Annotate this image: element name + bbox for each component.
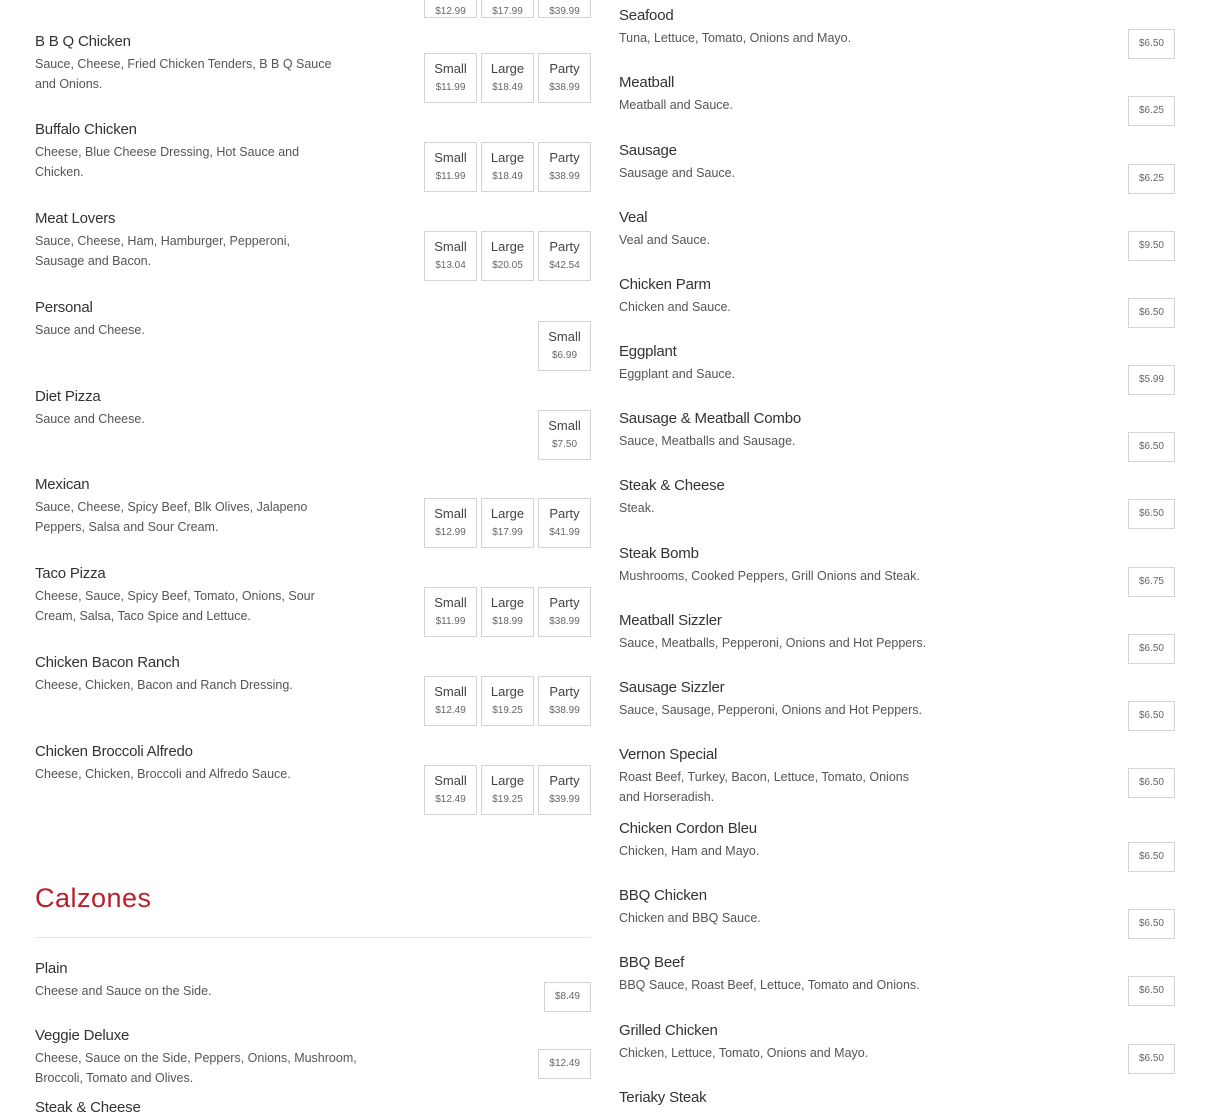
price-options	[424, 231, 591, 281]
size-label: Party	[549, 506, 580, 521]
price-button[interactable]: $6.50	[1128, 842, 1175, 872]
item-name: Meatball	[619, 74, 675, 91]
item-description: Sauce, Meatballs, Pepperoni, Onions and Hot Peppers.	[619, 636, 927, 650]
price-button[interactable]: $6.25	[1128, 164, 1175, 194]
price-button[interactable]: $6.50	[1128, 432, 1175, 462]
size-label: Small	[434, 595, 467, 610]
menu-item	[35, 742, 591, 805]
price-value: $38.99	[549, 705, 580, 716]
item-name: Buffalo Chicken	[35, 121, 137, 138]
price-value: $12.49	[435, 794, 466, 805]
section-divider	[35, 937, 591, 938]
menu-item	[619, 208, 1175, 250]
price-button[interactable]: $6.25	[1128, 96, 1175, 126]
item-name: Taco Pizza	[35, 565, 106, 582]
size-label: Small	[434, 506, 467, 521]
price-options	[424, 498, 591, 548]
item-description: Chicken and Sauce.	[619, 300, 731, 314]
price-option-small[interactable]	[424, 53, 477, 103]
menu-item	[619, 678, 1175, 720]
price-value: $39.99	[549, 6, 580, 17]
price-option[interactable]	[538, 0, 591, 18]
section-title-calzones: Calzones	[35, 883, 152, 913]
item-name: Personal	[35, 299, 93, 316]
size-label: Small	[434, 61, 467, 76]
price-options	[544, 982, 591, 1012]
menu-item	[35, 298, 591, 361]
price-value: $12.99	[435, 527, 466, 538]
size-label: Large	[490, 595, 525, 610]
price-options	[424, 765, 591, 815]
menu-item	[35, 1098, 591, 1118]
price-options	[424, 676, 591, 726]
price-button[interactable]: $6.50	[1128, 976, 1175, 1006]
price-option-party[interactable]	[538, 587, 591, 637]
price-value: $19.25	[492, 705, 523, 716]
size-label: Large	[490, 61, 525, 76]
price-option-party[interactable]	[538, 676, 591, 726]
price-option-large[interactable]	[481, 142, 534, 192]
menu-item	[35, 120, 591, 182]
price-button[interactable]: $5.99	[1128, 365, 1175, 395]
menu-item	[619, 1088, 1175, 1108]
item-name: Eggplant	[619, 343, 677, 360]
item-description: Sauce and Cheese.	[35, 412, 145, 426]
price-options	[424, 53, 591, 103]
price-button[interactable]: $6.50	[1128, 298, 1175, 328]
item-description: Mushrooms, Cooked Peppers, Grill Onions and Steak.	[619, 569, 920, 583]
price-value: $13.04	[435, 260, 466, 271]
item-name: Seafood	[619, 7, 674, 24]
price-value: $38.99	[549, 616, 580, 627]
size-label: Large	[490, 684, 525, 699]
item-name: Steak Bomb	[619, 545, 699, 562]
price-option-large[interactable]	[481, 587, 534, 637]
menu-item	[619, 409, 1175, 451]
price-value: $18.49	[492, 82, 523, 93]
menu-item	[35, 475, 591, 537]
price-button[interactable]: $6.50	[1128, 909, 1175, 939]
price-option-party[interactable]	[538, 765, 591, 815]
size-label: Small	[434, 773, 467, 788]
price-options	[538, 410, 591, 460]
price-options	[424, 142, 591, 192]
item-name: Sausage Sizzler	[619, 679, 725, 696]
menu-item	[619, 275, 1175, 317]
item-name: Meat Lovers	[35, 210, 116, 227]
partial-price-row	[424, 0, 591, 18]
menu-item	[619, 953, 1175, 995]
price-option-large[interactable]	[481, 53, 534, 103]
price-button[interactable]: $12.49	[538, 1049, 591, 1079]
item-description: Sauce, Cheese, Ham, Hamburger, Pepperoni, Sausage and Bacon.	[35, 234, 290, 268]
price-value: $17.99	[492, 6, 523, 17]
price-value: $6.99	[551, 350, 578, 361]
item-description: Steak.	[619, 501, 655, 515]
menu-item	[619, 745, 1175, 807]
item-name: Veggie Deluxe	[35, 1027, 130, 1044]
price-option-small[interactable]	[538, 321, 591, 371]
menu-item	[619, 544, 1175, 586]
price-option-small[interactable]	[424, 676, 477, 726]
price-value: $41.99	[549, 527, 580, 538]
item-name: Steak & Cheese	[619, 477, 725, 494]
size-label: Large	[490, 506, 525, 521]
item-description: Cheese, Blue Cheese Dressing, Hot Sauce and Chicken.	[35, 145, 300, 179]
size-label: Large	[490, 239, 525, 254]
price-value: $38.99	[549, 82, 580, 93]
price-option-small[interactable]	[424, 587, 477, 637]
menu-item	[619, 73, 1175, 115]
item-name: Grilled Chicken	[619, 1022, 718, 1039]
item-description: Chicken, Ham and Mayo.	[619, 844, 760, 858]
item-description: Sauce, Meatballs and Sausage.	[619, 434, 796, 448]
price-option-large[interactable]	[481, 231, 534, 281]
price-button[interactable]: $8.49	[544, 982, 591, 1012]
price-option-small[interactable]	[424, 498, 477, 548]
menu-item	[35, 209, 591, 271]
menu-item	[619, 1021, 1175, 1063]
item-name: Chicken Bacon Ranch	[35, 654, 180, 671]
item-description: Tuna, Lettuce, Tomato, Onions and Mayo.	[619, 31, 852, 45]
price-button[interactable]: $6.75	[1128, 567, 1175, 597]
menu-item	[35, 959, 591, 1001]
item-description: BBQ Sauce, Roast Beef, Lettuce, Tomato and Onions.	[619, 978, 920, 992]
price-option-large[interactable]	[481, 765, 534, 815]
menu-item	[35, 32, 591, 94]
price-value: $12.49	[435, 705, 466, 716]
price-value: $7.50	[551, 439, 578, 450]
price-value: $11.99	[435, 82, 466, 93]
size-label: Large	[490, 150, 525, 165]
price-option-small[interactable]	[424, 231, 477, 281]
item-description: Roast Beef, Turkey, Bacon, Lettuce, Tomato, Onions and Horseradish.	[619, 770, 909, 804]
item-description: Sauce, Cheese, Fried Chicken Tenders, B B Q Sauce and Onions.	[35, 57, 332, 91]
item-name: Steak & Cheese	[35, 1099, 141, 1116]
item-name: BBQ Beef	[619, 954, 685, 971]
price-option-large[interactable]	[481, 676, 534, 726]
item-name: Vernon Special	[619, 746, 718, 763]
menu-item	[35, 387, 591, 450]
price-value: $18.99	[492, 616, 523, 627]
menu-item	[619, 141, 1175, 183]
item-name: Sausage & Meatball Combo	[619, 410, 801, 427]
price-value: $42.54	[549, 260, 580, 271]
price-option[interactable]	[481, 0, 534, 18]
price-option-party[interactable]	[538, 53, 591, 103]
item-description: Cheese, Sauce, Spicy Beef, Tomato, Onions, Sour Cream, Salsa, Taco Spice and Lettuce.	[35, 589, 315, 623]
size-label: Large	[490, 773, 525, 788]
size-label: Small	[434, 684, 467, 699]
price-options	[424, 587, 591, 637]
item-name: BBQ Chicken	[619, 887, 707, 904]
price-button[interactable]: $9.50	[1128, 231, 1175, 261]
size-label: Party	[549, 61, 580, 76]
item-description: Sauce and Cheese.	[35, 323, 145, 337]
price-option-party[interactable]	[538, 231, 591, 281]
item-name: Chicken Cordon Bleu	[619, 820, 757, 837]
price-options	[538, 1049, 591, 1079]
menu-item	[619, 886, 1175, 928]
price-option-small[interactable]	[424, 765, 477, 815]
item-description: Chicken and BBQ Sauce.	[619, 911, 761, 925]
item-description: Sauce, Cheese, Spicy Beef, Blk Olives, Jalapeno Peppers, Salsa and Sour Cream.	[35, 500, 308, 534]
item-description: Eggplant and Sauce.	[619, 367, 736, 381]
size-label: Party	[549, 595, 580, 610]
item-name: Veal	[619, 209, 648, 226]
item-description: Meatball and Sauce.	[619, 98, 733, 112]
menu-item	[619, 342, 1175, 384]
price-option-small[interactable]	[424, 142, 477, 192]
price-value: $38.99	[549, 171, 580, 182]
item-name: Diet Pizza	[35, 388, 101, 405]
price-value: $11.99	[435, 171, 466, 182]
menu-item	[619, 611, 1175, 653]
item-description: Cheese, Chicken, Broccoli and Alfredo Sauce.	[35, 767, 291, 781]
size-label: Party	[549, 239, 580, 254]
price-button[interactable]: $6.50	[1128, 701, 1175, 731]
price-option[interactable]	[424, 0, 477, 18]
item-description: Cheese, Sauce on the Side, Peppers, Onions, Mushroom, Broccoli, Tomato and Olives.	[35, 1051, 357, 1085]
price-button[interactable]: $6.50	[1128, 634, 1175, 664]
item-name: Chicken Broccoli Alfredo	[35, 743, 193, 760]
price-button[interactable]: $6.50	[1128, 499, 1175, 529]
item-description: Sauce, Sausage, Pepperoni, Onions and Hot Peppers.	[619, 703, 922, 717]
menu-item	[35, 653, 591, 716]
price-option-small[interactable]	[538, 410, 591, 460]
price-value: $11.99	[435, 616, 466, 627]
size-label: Party	[549, 150, 580, 165]
price-options	[538, 321, 591, 371]
size-label: Party	[549, 773, 580, 788]
item-name: Chicken Parm	[619, 276, 711, 293]
item-name: Sausage	[619, 142, 677, 159]
size-label: Small	[434, 150, 467, 165]
item-description: Chicken, Lettuce, Tomato, Onions and Mayo.	[619, 1046, 869, 1060]
item-name: Plain	[35, 960, 68, 977]
menu-item	[619, 6, 1175, 48]
price-button[interactable]: $6.50	[1128, 768, 1175, 798]
price-value: $39.99	[549, 794, 580, 805]
item-description: Cheese and Sauce on the Side.	[35, 984, 212, 998]
size-label: Small	[434, 239, 467, 254]
item-name: Teriaky Steak	[619, 1089, 707, 1106]
price-value: $20.05	[492, 260, 523, 271]
price-option-party[interactable]	[538, 142, 591, 192]
price-value: $19.25	[492, 794, 523, 805]
item-description: Veal and Sauce.	[619, 233, 711, 247]
item-description: Cheese, Chicken, Bacon and Ranch Dressing.	[35, 678, 293, 692]
item-description: Sausage and Sauce.	[619, 166, 736, 180]
size-label: Small	[548, 329, 581, 344]
menu-item	[619, 476, 1175, 518]
price-value: $18.49	[492, 171, 523, 182]
size-label: Small	[548, 418, 581, 433]
item-name: B B Q Chicken	[35, 33, 131, 50]
item-name: Meatball Sizzler	[619, 612, 722, 629]
price-value: $17.99	[492, 527, 523, 538]
price-button[interactable]: $6.50	[1128, 29, 1175, 59]
item-name: Mexican	[35, 476, 90, 493]
price-option-large[interactable]	[481, 498, 534, 548]
price-value: $12.99	[435, 6, 466, 17]
menu-item	[35, 564, 591, 626]
menu-item	[619, 819, 1175, 861]
price-option-party[interactable]	[538, 498, 591, 548]
size-label: Party	[549, 684, 580, 699]
menu-item	[35, 1026, 591, 1088]
price-button[interactable]: $6.50	[1128, 1044, 1175, 1074]
